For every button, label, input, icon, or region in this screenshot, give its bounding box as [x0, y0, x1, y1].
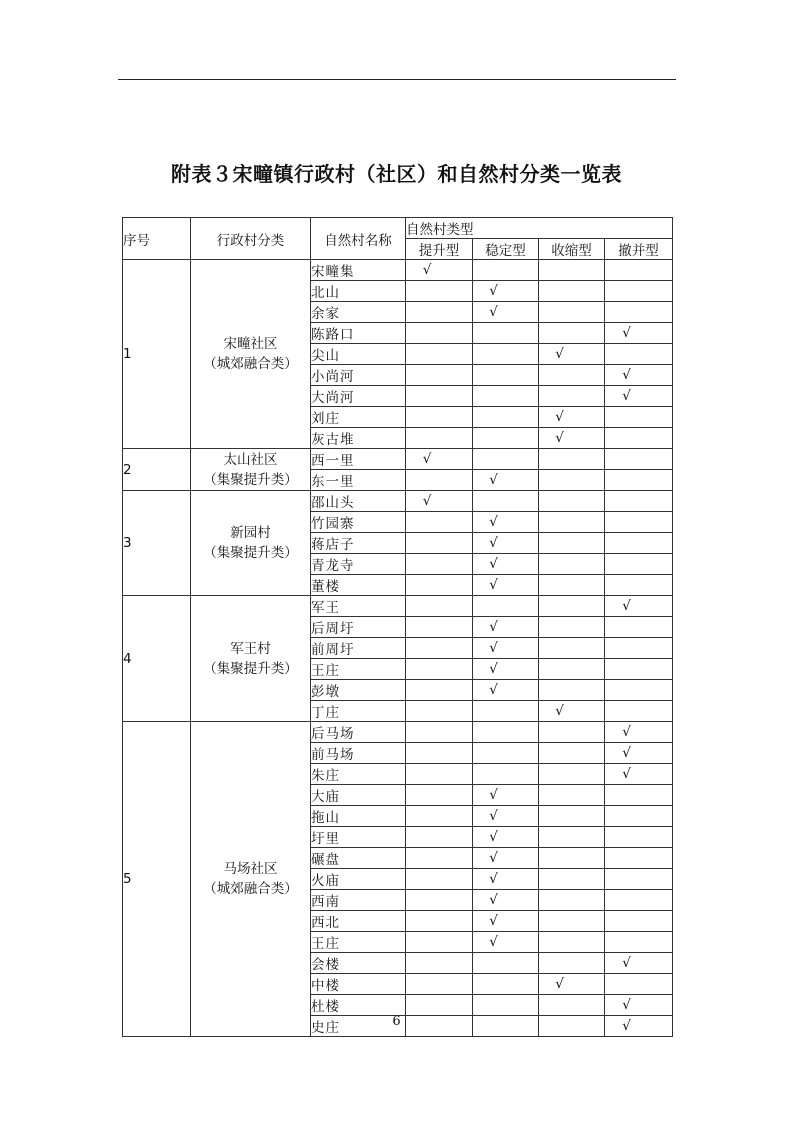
type-cell [605, 470, 673, 491]
type-cell [473, 428, 539, 449]
type-cell [473, 953, 539, 974]
type-cell [539, 932, 605, 953]
type-cell [406, 260, 473, 281]
type-cell [539, 911, 605, 932]
natural-village-name: 北山 [311, 281, 406, 302]
type-cell [539, 659, 605, 680]
group-seq: 1 [123, 260, 191, 449]
check-mark-icon: √ [422, 262, 432, 278]
type-cell [473, 764, 539, 785]
header-type-merge: 撤并型 [605, 239, 673, 260]
header-type-upgrade: 提升型 [406, 239, 473, 260]
header-natural-village-name: 自然村名称 [311, 218, 406, 260]
check-mark-icon: √ [489, 808, 498, 824]
natural-village-name: 东一里 [311, 470, 406, 491]
check-mark-icon: √ [555, 976, 564, 992]
type-cell [539, 575, 605, 596]
type-cell [406, 911, 473, 932]
check-mark-icon: √ [622, 955, 631, 971]
check-mark-icon: √ [489, 850, 498, 866]
type-cell [539, 785, 605, 806]
type-cell [406, 575, 473, 596]
type-cell [473, 260, 539, 281]
header-type-stable: 稳定型 [473, 239, 539, 260]
type-cell [605, 302, 673, 323]
type-cell [605, 554, 673, 575]
natural-village-name: 蒋店子 [311, 533, 406, 554]
natural-village-name: 王庄 [311, 659, 406, 680]
natural-village-name: 丁庄 [311, 701, 406, 722]
type-cell [406, 323, 473, 344]
type-cell [473, 491, 539, 512]
type-cell [605, 407, 673, 428]
type-cell [539, 428, 605, 449]
type-cell [605, 722, 673, 743]
group-seq: 3 [123, 491, 191, 596]
group-seq: 2 [123, 449, 191, 491]
check-mark-icon: √ [489, 640, 498, 656]
type-cell [473, 470, 539, 491]
type-cell [406, 344, 473, 365]
type-cell [473, 785, 539, 806]
type-cell [539, 764, 605, 785]
type-cell [406, 785, 473, 806]
type-cell [473, 575, 539, 596]
type-cell [406, 659, 473, 680]
natural-village-name: 后周圩 [311, 617, 406, 638]
natural-village-name: 杜楼 [311, 995, 406, 1016]
natural-village-name: 会楼 [311, 953, 406, 974]
check-mark-icon: √ [622, 388, 631, 404]
type-cell [605, 344, 673, 365]
natural-village-name: 余家 [311, 302, 406, 323]
type-cell [473, 617, 539, 638]
type-cell [605, 932, 673, 953]
natural-village-name: 彭墩 [311, 680, 406, 701]
check-mark-icon: √ [422, 451, 432, 467]
type-cell [605, 785, 673, 806]
check-mark-icon: √ [622, 745, 631, 761]
type-cell [539, 617, 605, 638]
type-cell [406, 701, 473, 722]
check-mark-icon: √ [489, 619, 498, 635]
type-cell [406, 869, 473, 890]
admin-village-category: （集聚提升类） [203, 660, 298, 677]
check-mark-icon: √ [622, 367, 631, 383]
check-mark-icon: √ [622, 1018, 631, 1034]
type-cell [406, 848, 473, 869]
type-cell [605, 449, 673, 470]
natural-village-name: 刘庄 [311, 407, 406, 428]
type-cell [406, 470, 473, 491]
group-seq: 5 [123, 722, 191, 1037]
header-admin-category: 行政村分类 [191, 218, 311, 260]
natural-village-name: 前马场 [311, 743, 406, 764]
check-mark-icon: √ [555, 409, 564, 425]
group-admin-category [191, 449, 311, 491]
natural-village-name: 小尚河 [311, 365, 406, 386]
type-cell [406, 386, 473, 407]
group-admin-category [191, 596, 311, 722]
type-cell [539, 554, 605, 575]
type-cell [539, 806, 605, 827]
type-cell [539, 365, 605, 386]
type-cell [473, 827, 539, 848]
type-cell [406, 365, 473, 386]
type-cell [539, 638, 605, 659]
type-cell [406, 806, 473, 827]
type-cell [406, 617, 473, 638]
natural-village-name: 军王 [311, 596, 406, 617]
type-cell [605, 533, 673, 554]
check-mark-icon: √ [489, 283, 498, 299]
type-cell [605, 764, 673, 785]
group-seq: 4 [123, 596, 191, 722]
type-cell [473, 344, 539, 365]
group-admin-category [191, 260, 311, 449]
type-cell [539, 722, 605, 743]
type-cell [605, 743, 673, 764]
admin-village-category: （城郊融合类） [203, 356, 298, 372]
table-row [123, 722, 673, 743]
admin-village-name: 马场社区 [223, 861, 278, 877]
type-cell [605, 281, 673, 302]
check-mark-icon: √ [489, 682, 498, 698]
natural-village-name: 后马场 [311, 722, 406, 743]
natural-village-name: 宋疃集 [311, 260, 406, 281]
type-cell [473, 806, 539, 827]
type-cell [539, 827, 605, 848]
type-cell [539, 869, 605, 890]
natural-village-name: 拖山 [311, 806, 406, 827]
natural-village-name: 大庙 [311, 785, 406, 806]
type-cell [406, 764, 473, 785]
type-cell [539, 344, 605, 365]
type-cell [605, 659, 673, 680]
table-row [123, 260, 673, 281]
check-mark-icon: √ [489, 934, 498, 950]
type-cell [605, 386, 673, 407]
type-cell [473, 365, 539, 386]
type-cell [406, 302, 473, 323]
admin-village-name: 军王村 [230, 640, 271, 657]
type-cell [473, 995, 539, 1016]
natural-village-name: 尖山 [311, 344, 406, 365]
type-cell [406, 281, 473, 302]
type-cell [473, 554, 539, 575]
natural-village-name: 董楼 [311, 575, 406, 596]
natural-village-name: 西南 [311, 890, 406, 911]
type-cell [406, 722, 473, 743]
natural-village-name: 碾盘 [311, 848, 406, 869]
document-title: 附表３宋疃镇行政村（社区）和自然村分类一览表 [171, 162, 622, 186]
table-row [123, 491, 673, 512]
type-cell [473, 869, 539, 890]
type-cell [539, 302, 605, 323]
natural-village-name: 王庄 [311, 932, 406, 953]
admin-village-category: （城郊融合类） [203, 881, 298, 897]
natural-village-name: 灰古堆 [311, 428, 406, 449]
type-cell [605, 848, 673, 869]
table-body [123, 260, 673, 1037]
check-mark-icon: √ [622, 766, 631, 782]
header-rule [118, 79, 676, 80]
type-cell [406, 554, 473, 575]
check-mark-icon: √ [489, 556, 498, 572]
page-number: 6 [392, 1014, 401, 1029]
table-row [123, 449, 673, 470]
type-cell [539, 449, 605, 470]
type-cell [406, 491, 473, 512]
header-row-1 [123, 218, 673, 239]
type-cell [473, 932, 539, 953]
admin-village-name: 宋疃社区 [223, 336, 278, 352]
type-cell [605, 869, 673, 890]
type-cell [605, 596, 673, 617]
type-cell [605, 911, 673, 932]
type-cell [406, 995, 473, 1016]
type-cell [605, 491, 673, 512]
type-cell [539, 953, 605, 974]
check-mark-icon: √ [489, 514, 498, 530]
natural-village-name: 圩里 [311, 827, 406, 848]
admin-village-name: 太山社区 [223, 451, 278, 468]
type-cell [473, 407, 539, 428]
type-cell [473, 323, 539, 344]
type-cell [473, 743, 539, 764]
type-cell [605, 890, 673, 911]
header-natural-village-type: 自然村类型 [406, 218, 673, 239]
check-mark-icon: √ [622, 724, 631, 740]
natural-village-name: 西一里 [311, 449, 406, 470]
natural-village-name: 邵山头 [311, 491, 406, 512]
check-mark-icon: √ [489, 787, 498, 803]
type-cell [539, 701, 605, 722]
type-cell [406, 680, 473, 701]
type-cell [406, 743, 473, 764]
natural-village-name: 陈路口 [311, 323, 406, 344]
natural-village-name: 朱庄 [311, 764, 406, 785]
natural-village-name: 前周圩 [311, 638, 406, 659]
check-mark-icon: √ [555, 430, 564, 446]
type-cell [605, 806, 673, 827]
check-mark-icon: √ [422, 493, 432, 509]
type-cell [605, 995, 673, 1016]
natural-village-name: 火庙 [311, 869, 406, 890]
check-mark-icon: √ [489, 661, 498, 677]
check-mark-icon: √ [555, 703, 564, 719]
type-cell [539, 407, 605, 428]
check-mark-icon: √ [622, 997, 631, 1013]
type-cell [539, 743, 605, 764]
type-cell [605, 617, 673, 638]
type-cell [473, 890, 539, 911]
natural-village-name: 大尚河 [311, 386, 406, 407]
type-cell [473, 659, 539, 680]
type-cell [473, 722, 539, 743]
check-mark-icon: √ [622, 325, 631, 341]
type-cell [473, 911, 539, 932]
type-cell [539, 848, 605, 869]
type-cell [473, 512, 539, 533]
type-cell [473, 386, 539, 407]
type-cell [473, 701, 539, 722]
natural-village-name: 西北 [311, 911, 406, 932]
type-cell [605, 428, 673, 449]
type-cell [406, 428, 473, 449]
type-cell [473, 848, 539, 869]
type-cell [605, 323, 673, 344]
type-cell [473, 533, 539, 554]
check-mark-icon: √ [489, 892, 498, 908]
type-cell [605, 953, 673, 974]
type-cell [539, 260, 605, 281]
check-mark-icon: √ [489, 871, 498, 887]
type-cell [605, 680, 673, 701]
type-cell [605, 512, 673, 533]
type-cell [406, 596, 473, 617]
type-cell [539, 491, 605, 512]
village-classification-table [122, 217, 673, 1037]
type-cell [473, 638, 539, 659]
type-cell [406, 827, 473, 848]
group-admin-category [191, 722, 311, 1037]
type-cell [406, 533, 473, 554]
type-cell [473, 680, 539, 701]
type-cell [539, 890, 605, 911]
check-mark-icon: √ [622, 598, 631, 614]
type-cell [406, 932, 473, 953]
type-cell [406, 407, 473, 428]
admin-village-category: （集聚提升类） [203, 471, 298, 488]
check-mark-icon: √ [489, 535, 498, 551]
type-cell [473, 449, 539, 470]
type-cell [473, 974, 539, 995]
type-cell [406, 953, 473, 974]
natural-village-name: 中楼 [311, 974, 406, 995]
group-admin-category [191, 491, 311, 596]
type-cell [406, 890, 473, 911]
natural-village-name: 青龙寺 [311, 554, 406, 575]
type-cell [406, 512, 473, 533]
check-mark-icon: √ [555, 346, 564, 362]
type-cell [605, 638, 673, 659]
natural-village-name: 史庄 [311, 1016, 406, 1037]
type-cell [539, 680, 605, 701]
check-mark-icon: √ [489, 829, 498, 845]
type-cell [539, 281, 605, 302]
type-cell [406, 638, 473, 659]
type-cell [605, 701, 673, 722]
type-cell [473, 302, 539, 323]
type-cell [473, 281, 539, 302]
type-cell [539, 974, 605, 995]
type-cell [539, 596, 605, 617]
type-cell [539, 386, 605, 407]
type-cell [605, 974, 673, 995]
type-cell [406, 974, 473, 995]
check-mark-icon: √ [489, 913, 498, 929]
type-cell [539, 470, 605, 491]
table-row [123, 596, 673, 617]
type-cell [539, 533, 605, 554]
admin-village-name: 新园村 [230, 525, 271, 541]
check-mark-icon: √ [489, 577, 498, 593]
check-mark-icon: √ [489, 472, 498, 488]
type-cell [539, 512, 605, 533]
type-cell [539, 995, 605, 1016]
header-seq: 序号 [123, 218, 191, 260]
type-cell [605, 365, 673, 386]
type-cell [539, 323, 605, 344]
type-cell [605, 260, 673, 281]
type-cell [605, 827, 673, 848]
check-mark-icon: √ [489, 304, 498, 320]
type-cell [473, 596, 539, 617]
type-cell [605, 575, 673, 596]
type-cell [406, 449, 473, 470]
natural-village-name: 竹园寨 [311, 512, 406, 533]
header-type-shrink: 收缩型 [539, 239, 605, 260]
admin-village-category: （集聚提升类） [203, 545, 298, 561]
